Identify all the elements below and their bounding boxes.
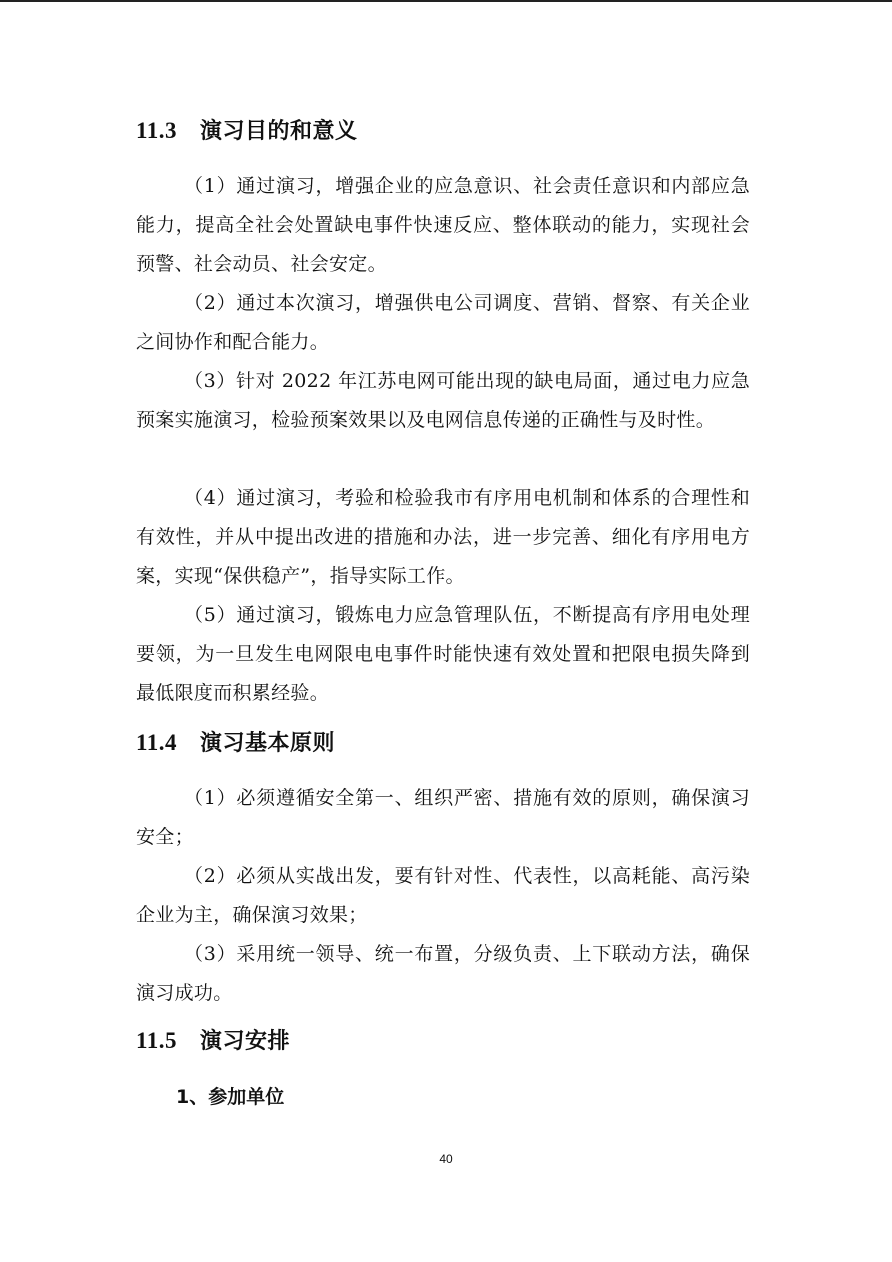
paragraph: （2）必须从实战出发，要有针对性、代表性，以高耗能、高污染企业为主，确保演习效果； [136,865,750,926]
section-number: 11.5 [136,1028,177,1053]
paragraph: （1）通过演习，增强企业的应急意识、社会责任意识和内部应急能力，提高全社会处置缺电事件快速反应、整体联动的能力，实现社会预警、社会动员、社会安定。 [136,175,750,275]
paragraph: （4）通过演习，考验和检验我市有序用电机制和体系的合理性和有效性，并从中提出改进的措施和办法，进一步完善、细化有序用电方案，实现“保供稳产”，指导实际工作。 [136,487,750,587]
paragraph: （2）通过本次演习，增强供电公司调度、营销、督察、有关企业之间协作和配合能力。 [136,292,750,353]
section-heading-11-5 [136,1026,290,1056]
section-number: 11.3 [136,118,177,143]
section-heading-11-4 [136,728,335,758]
paragraph: （5）通过演习，锻炼电力应急管理队伍，不断提高有序用电处理要领，为一旦发生电网限电电事件时能快速有效处置和把限电损失降到最低限度而积累经验。 [136,604,750,704]
section-title: 演习安排 [200,1028,291,1054]
paragraph: （3）针对 2022 年江苏电网可能出现的缺电局面，通过电力应急预案实施演习，检验预案效果以及电网信息传递的正确性与及时性。 [136,370,750,431]
section-number: 11.4 [136,730,177,755]
section-title: 演习基本原则 [200,730,336,756]
paragraph: （3）采用统一领导、统一布置，分级负责、上下联动方法，确保演习成功。 [136,943,750,1004]
subheading-participants: 1、参加单位 [176,1086,285,1108]
page-number: 40 [439,1152,453,1166]
section-heading-11-3 [136,116,358,146]
section-title: 演习目的和意义 [200,118,358,144]
paragraph: （1）必须遵循安全第一、组织严密、措施有效的原则，确保演习安全； [136,787,750,848]
